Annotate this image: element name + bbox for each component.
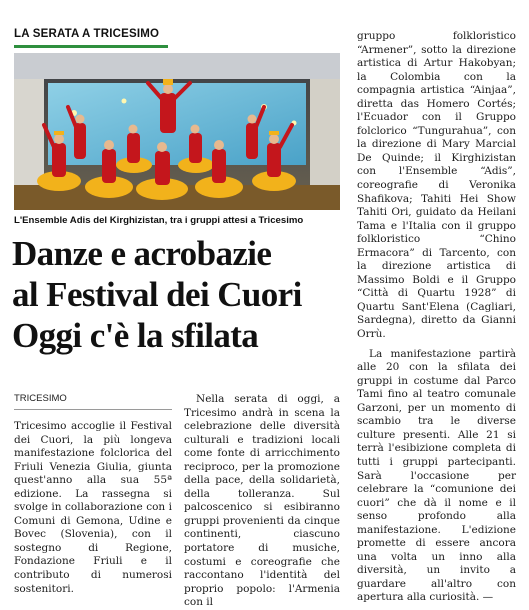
headline <box>12 233 347 356</box>
section-kicker: LA SERATA A TRICESIMO <box>14 28 160 40</box>
headline-line-3: Oggi c'è la sfilata <box>12 316 259 355</box>
dateline-rule <box>14 409 172 410</box>
headline-line-1: Danze e acrobazie <box>12 234 272 273</box>
article-paragraph: gruppo folkloristico “Armener”, sotto la direzione artistica di Artur Hakobyan; la Colombia con la compagnia artistica “Ainjaa”, diretta das Homero Cortés; l'Ecuador con il Gruppo folclorico “Tungurahua”, con la direzione di Mary Marcial De Quinde; il Kirghizistan con l'Ensemble “Adis”, coreografie di Veronika Shafikova; Tahiti Hei Show Tahiti Ori, guidato da Heilani Tama e l'Italia con il gruppo folkloristico “Chino Ermacora” di Tarcento, con la direzione artistica di Massimo Boldi e il Gruppo “Città di Quartu 1928” di Quartu Sant'Elena (Cagliari, Sardegna), diretto da Gianni Orrù. <box>357 30 516 341</box>
article-paragraph: Tricesimo accoglie il Festival dei Cuori, la più longeva manifestazione folclorica del Friuli Venezia Giulia, giunta quest'anno alla sua 55ª edizione. La rassegna si svolge in collaborazione con i Comuni di Gemona, Udine e Bovec (Slovenia), con il sostegno di Regione, Fondazione Friuli e il contributo di numerosi sostenitori. <box>14 420 172 595</box>
dateline: TRICESIMO <box>14 393 67 404</box>
article-column-2 <box>184 393 340 610</box>
article-column-1 <box>14 420 172 596</box>
dancers-photo <box>14 53 340 210</box>
article-column-3 <box>357 30 516 605</box>
kicker-underline <box>14 45 168 48</box>
article-paragraph: La manifestazione partirà alle 20 con la sfilata dei gruppi in costume dal Parco Tami fino al teatro comunale Garzoni, per un momento di scambio tra le diverse culture presenti. Alle 21 si terrà l'esibizione completa di tutti i gruppi partecipanti. Sarà l'occasione per celebrare la “comunione dei cuori” che dà il nome e il senso profondo alla manifestazione. L'edizione promette di essere ancora una volta un inno alla diversità, un invito a guardare all'altro con apertura alla curiosità. — <box>357 347 516 604</box>
article-paragraph: Nella serata di oggi, a Tricesimo andrà in scena la celebrazione delle diversità culturali e tradizioni locali come fonte di arricchimento reciproco, per la promozione della pace, della solidarietà, della tolleranza. Sul palcoscenico si esibiranno gruppi provenienti da cinque continenti, ciascuno portatore di musiche, costumi e coreografie che raccontano l'identità del proprio popolo: l'Armenia con il <box>184 393 340 609</box>
headline-line-2: al Festival dei Cuori <box>12 275 302 314</box>
photo-caption: L'Ensemble Adis del Kirghizistan, tra i gruppi attesi a Tricesimo <box>14 215 304 226</box>
